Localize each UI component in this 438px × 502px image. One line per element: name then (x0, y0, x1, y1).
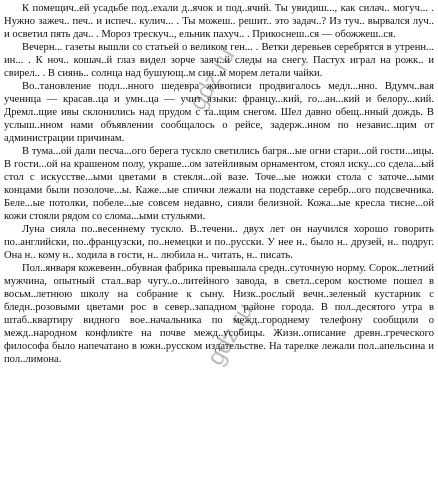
paragraph-6: Пол..января кожевенн..обувная фабрика превышала средн..суточную норму. Сорок..летний мужчина, опытный стал..вар чугу..о..литейного завода, в светл..сером костюме пошел в восьм..летнюю школу на собрание к сыну. Низк..рослый вечн..зеленый кустарник с бледн..розовыми цветами рос в север..западном районе города. В пол..десятого утра в штаб..квартиру видного вое..начальника по межд..городнему телефону сообщили о межд..народном конфликте на почве межд..усобицы. Жизн..описание древн..греческого философа было напечатано в южн..русском издательстве. На тарелке лежали пол..апельсина и пол..лимона. (4, 263, 434, 365)
paragraph-4: В тума...ой дали песча...ого берега тускло светились багря...ые огни стари...ой гости...ицы. В гости...ой на крашеном полу, украше...ом затейливым орнаментом, стоял иску...со сдела...ый стол с искусстве...ыми цветами в стекля...ой вазе. Точе...ые ножки стола с заточе...ыми концами были позолоче...ы. Каже...ые спички лежали на подставке серебр...ого подсвечника. Беле...ые потолки, побеле...ые совсем недавно, сияли белизной. Кожа...ые кресла тисне...ой кожи стояли рядом со слома...ыми стульями. (4, 146, 434, 222)
paragraph-3: Во..тановление подл...нного шедевра живописи продвигалось медл...нно. Вдумч..вая ученица — красав..ца и умн..ца — учит языки: францу...кий, го...ан...кий и белору...кий. Дремл..щие ивы склонились над прудом с та..щим снегом. Шел давно обещ..нный дождь. В услыш..нном нами объявлении сообщалось о рейсе, задерж..нном по независ..щим от администрации причинам. (4, 81, 434, 144)
paragraph-5: Луна сияла по..весеннему тускло. В..течени.. двух лет он научился хорошо говорить по..английски, по..французски, по..немецки и по..русски. У нее н.. было н.. друзей, н.. подруг. Она н.. кому н.. ходила в гости, н.. любила н.. читать, н.. писать. (4, 224, 434, 261)
watermark-top: gdz.ru (183, 43, 241, 115)
paragraph-1: К помещич..ей усадьбе под..ехали д..ячок и под..ячий. Ты увидиш..., как силач.. могуч... . Нужно зажеч.. печ.. и испеч.. кулич... . Ты можеш.. решит.. это задач..? Из туч.. вырвался луч.. и осветил пять дач.. . Мороз трескуч.., ельник пахуч.. . Прикоснеш..ся — обожжеш..ся. (4, 3, 434, 40)
paragraph-2: Вечерн... газеты вышли со статьей о великом ген... . Ветки деревьев серебрятся в утренн... ин... . К ноч.. кошач..й глаз видел зорче заяч..й следы на снегу. Пастух играл на рожк.. и свирел.. . В сиянь.. солнца над бушующ..м син..м морем летали чайки. (4, 42, 434, 79)
watermark-bottom: gdz.ru (201, 298, 259, 370)
